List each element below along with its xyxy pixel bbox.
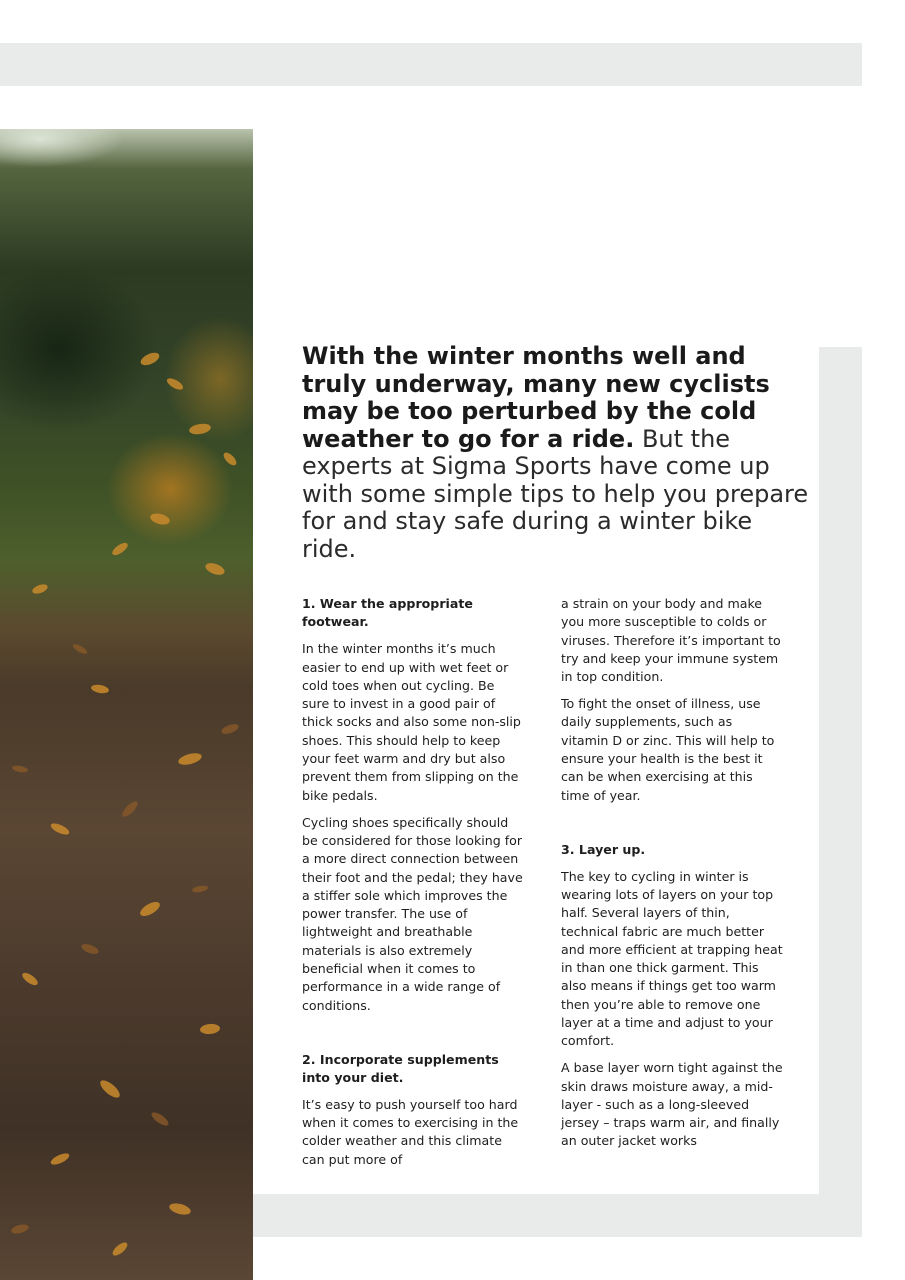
footwear-paragraph-1: In the winter months it’s much easier to end up with wet feet or cold toes when out cycling. Be sure to invest in a good pair of thick socks and also some non-slip shoes. This should help to keep your feet warm and dry but also prevent them from slipping on the bike pedals. <box>302 641 521 803</box>
autumn-path-photo <box>0 129 253 1280</box>
bottom-decorative-band <box>253 1194 862 1237</box>
article-lede <box>302 343 812 563</box>
layers-paragraph-2: A base layer worn tight against the skin draws moisture away, a mid-layer - such as a long-sleeved jersey – traps warm air, and finally an outer jacket works <box>561 1060 783 1149</box>
lede-light-text: But the experts at Sigma Sports have come up with some simple tips to help you prepare for and stay safe during a winter bike ride. <box>302 424 809 563</box>
supplements-paragraph-1-continued: a strain on your body and make you more susceptible to colds or viruses. Therefore it’s important to try and keep your immune system in top condition. <box>561 596 781 685</box>
lede-paragraph <box>302 343 812 563</box>
section-heading-layers: 3. Layer up. <box>561 841 646 857</box>
section-spacer <box>302 1024 524 1051</box>
section-spacer <box>561 814 783 841</box>
leaf-scatter <box>0 129 253 1280</box>
layers-paragraph-1: The key to cycling in winter is wearing lots of layers on your top half. Several layers of thin, technical fabric are much better and more efficient at trapping heat in than one thick garment. This also means if things get too warm then you’re able to remove one layer at a time and adjust to your comfort. <box>561 868 783 1049</box>
section-heading-supplements: 2. Incorporate supplements into your diet. <box>302 1051 499 1085</box>
lede-bold-text: With the winter months well and truly underway, many new cyclists may be too perturbed by the cold weather to go for a ride. <box>302 342 770 453</box>
top-decorative-band <box>0 43 862 86</box>
section-heading-footwear: 1. Wear the appropriate footwear. <box>302 596 473 630</box>
right-decorative-band <box>819 347 862 1237</box>
right-column <box>561 595 783 1159</box>
supplements-paragraph-1: It’s easy to push yourself too hard when it comes to exercising in the colder weather and this climate can put more of <box>302 1096 519 1167</box>
left-column <box>302 595 524 1178</box>
footwear-paragraph-2: Cycling shoes specifically should be considered for those looking for a more direct connection between their foot and the pedal; they have a stiffer sole which improves the power transfer. The use of lightweight and breathable materials is also extremely beneficial when it comes to performance in a wide range of conditions. <box>302 814 523 1013</box>
supplements-paragraph-2: To fight the onset of illness, use daily supplements, such as vitamin D or zinc. This will help to ensure your health is the best it can be when exercising at this time of year. <box>561 696 775 803</box>
